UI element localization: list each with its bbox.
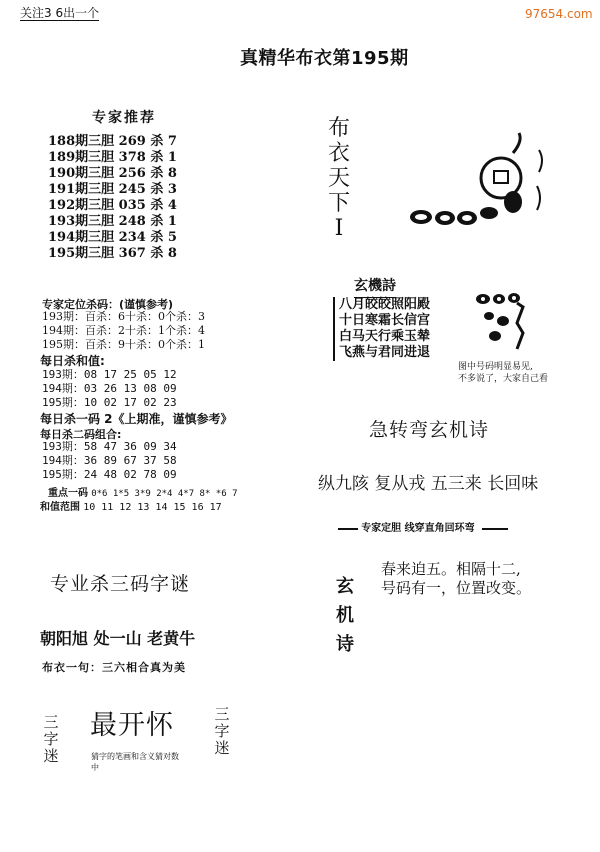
xuanji-line: 八月皎皎照阳殿 (339, 297, 431, 312)
expert-fix-text: 专家定胆 线穿直角回环弯 (361, 523, 475, 534)
daily-sum-row: 193期：08 17 25 05 12 (42, 368, 177, 381)
expert-row: 195期三胆 367 杀 8 (48, 246, 177, 261)
riddle-right-label: 三字迷 (214, 705, 230, 757)
divider (482, 528, 508, 530)
daily-sum-heading: 每日杀和值: (40, 354, 105, 368)
daily-sum-row: 195期：10 02 17 02 23 (42, 396, 177, 409)
xuanji-note (458, 361, 548, 385)
expert-row: 194期三胆 234 杀 5 (48, 230, 177, 245)
riddle-center-note: 猜字的笔画和含义猜对数中 (91, 752, 179, 772)
follow-note: 关注3 6出一个 (20, 6, 100, 20)
daily-one-row: 194期：36 89 67 37 58 (42, 454, 177, 467)
riddle-line: 朝阳旭 处一山 老黄牛 (40, 629, 196, 648)
position-kill-row: 193期：百杀：6十杀：0个杀：3 (42, 310, 205, 323)
daily-one-subheading: 每日杀二码组合: (40, 428, 122, 441)
one-sentence: 布衣一句：三六相合真为美 (42, 661, 186, 674)
expert-row: 190期三胆 256 杀 8 (48, 166, 177, 181)
expert-heading: 专家推荐 (92, 110, 156, 126)
expert-row: 189期三胆 378 杀 1 (48, 150, 177, 165)
riddle-left-label: 三字迷 (43, 713, 59, 765)
buyi-vertical-title: 布衣天下I (327, 116, 350, 241)
xuanji-poem-line: 号码有一，位置改变。 (381, 579, 532, 597)
focus-values: 0*6 1*5 3*9 2*4 4*7 8* *6 7 (91, 489, 238, 499)
expert-row: 192期三胆 035 杀 4 (48, 198, 177, 213)
turn-poem-line: 纵九陔 复从戎 五三来 长回味 (318, 474, 539, 494)
position-kill-row: 194期：百杀：2十杀：1个杀：4 (42, 324, 205, 337)
divider (338, 528, 358, 530)
daily-one-list (42, 440, 177, 482)
position-kill-list (42, 310, 205, 352)
xuanji-line: 飞燕与君同进退 (339, 345, 431, 360)
page-title: 真精华布衣第195期 (240, 48, 409, 69)
daily-one-row: 193期：58 47 36 09 34 (42, 440, 177, 453)
xuanji-poem-lines (381, 560, 531, 598)
expert-row: 191期三胆 245 杀 3 (48, 182, 177, 197)
range-label: 和值范围 (40, 502, 80, 513)
daily-sum-list (42, 368, 177, 410)
focus-one-code (48, 484, 238, 499)
xuanji-poem-vertical: 玄机诗 (336, 576, 354, 655)
xuanji-note-line: 图中号码明显易见, (458, 362, 533, 372)
xuanji-heading: 玄機詩 (354, 275, 396, 298)
sum-range (40, 498, 222, 513)
xuanji-lines (333, 297, 430, 361)
focus-label: 重点一码 (48, 488, 88, 499)
riddle-heading: 专业杀三码字谜 (50, 573, 191, 595)
riddle-center-big: 最开怀 (90, 710, 174, 741)
daily-one-row: 195期：24 48 02 78 09 (42, 468, 177, 481)
puzzle-drawing (470, 287, 535, 362)
range-values: 10 11 12 13 14 15 16 17 (83, 502, 222, 513)
xuanji-poem-line: 春来迫五。相隔十二, (381, 560, 521, 578)
position-kill-row: 195期：百杀：9十杀：0个杀：1 (42, 338, 205, 351)
position-kill-heading: 专家定位杀码：(谨慎参考) (42, 298, 174, 311)
coins-drawing (405, 128, 555, 238)
expert-list (48, 134, 177, 262)
expert-fix-line (338, 519, 508, 534)
site-watermark-link[interactable]: 97654.com (525, 7, 593, 21)
daily-one-heading: 每日杀一码 2《上期准，谨慎参考》 (40, 412, 233, 426)
daily-sum-row: 194期：03 26 13 08 09 (42, 382, 177, 395)
expert-row: 188期三胆 269 杀 7 (48, 134, 177, 149)
xuanji-line: 白马天行乘玉辇 (339, 329, 431, 344)
xuanji-line: 十日寒霜长信宫 (339, 313, 431, 328)
xuanji-note-line: 不多说了，大家自己看 (458, 374, 549, 384)
turn-poem-heading: 急转弯玄机诗 (369, 419, 490, 441)
expert-row: 193期三胆 248 杀 1 (48, 214, 177, 229)
